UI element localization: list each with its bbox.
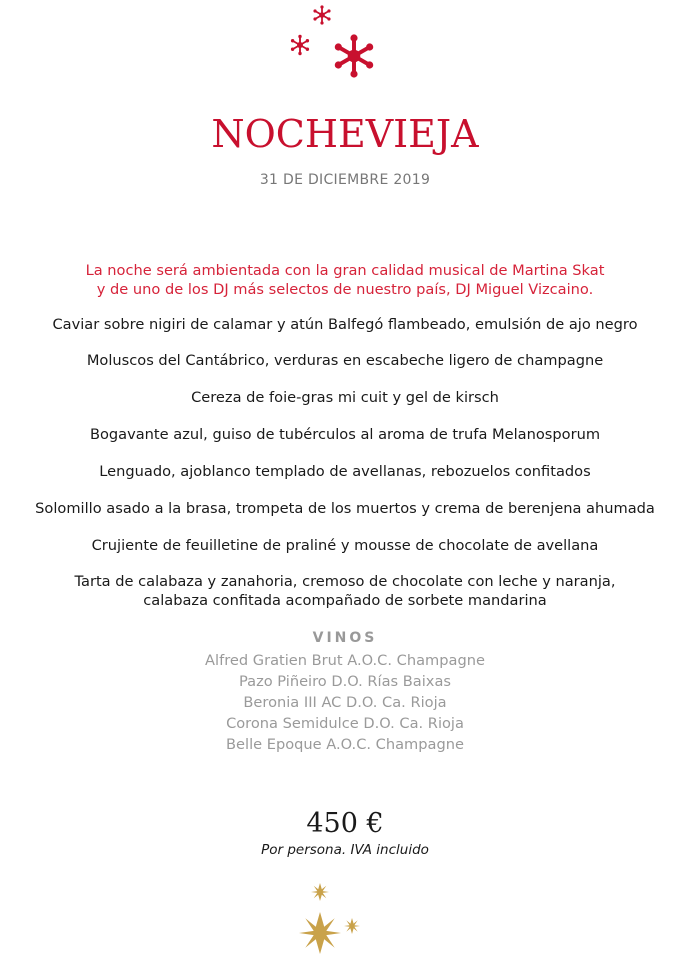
red-snowflakes-icon xyxy=(280,0,390,90)
price-note: Por persona. IVA incluido xyxy=(261,842,429,858)
wines-title: VINOS xyxy=(312,630,378,646)
wine-item: Alfred Gratien Brut A.O.C. Champagne xyxy=(205,652,485,669)
course-line: Moluscos del Cantábrico, verduras en escabeche ligero de champagne xyxy=(86,352,604,369)
wine-item: Corona Semidulce D.O. Ca. Rioja xyxy=(226,715,464,732)
course-line: calabaza confitada acompañado de sorbete mandarina xyxy=(143,592,547,609)
price: 450 € xyxy=(306,808,384,839)
menu-course xyxy=(0,315,690,334)
menu-course xyxy=(0,351,690,370)
course-line: Tarta de calabaza y zanahoria, cremoso de chocolate con leche y naranja, xyxy=(74,573,616,590)
wine-item: Belle Epoque A.O.C. Champagne xyxy=(226,736,464,753)
intro-text xyxy=(0,261,690,299)
intro-line: La noche será ambientada con la gran calidad musical de Martina Skat xyxy=(85,262,605,279)
menu-course xyxy=(0,462,690,481)
menu-course xyxy=(0,536,690,555)
menu-course xyxy=(0,499,690,518)
course-line: Lenguado, ajoblanco templado de avellanas, rebozuelos confitados xyxy=(99,463,591,480)
intro-line: y de uno de los DJ más selectos de nuestro país, DJ Miguel Vizcaino. xyxy=(96,281,594,298)
menu-course xyxy=(0,572,690,610)
course-line: Solomillo asado a la brasa, trompeta de los muertos y crema de berenjena ahumada xyxy=(35,500,655,517)
wine-item: Beronia III AC D.O. Ca. Rioja xyxy=(243,694,447,711)
menu-course xyxy=(0,388,690,407)
event-date: 31 DE DICIEMBRE 2019 xyxy=(259,172,431,188)
course-line: Crujiente de feuilletine de praliné y mousse de chocolate de avellana xyxy=(91,537,599,554)
course-line: Cereza de foie-gras mi cuit y gel de kirsch xyxy=(191,389,499,406)
menu-course xyxy=(0,425,690,444)
course-line: Caviar sobre nigiri de calamar y atún Balfegó flambeado, emulsión de ajo negro xyxy=(52,316,638,333)
gold-stars-icon xyxy=(290,878,370,954)
page-title: NOCHEVIEJA xyxy=(211,112,479,156)
wine-item: Pazo Piñeiro D.O. Rías Baixas xyxy=(238,673,451,690)
course-line: Bogavante azul, guiso de tubérculos al aroma de trufa Melanosporum xyxy=(89,426,601,443)
